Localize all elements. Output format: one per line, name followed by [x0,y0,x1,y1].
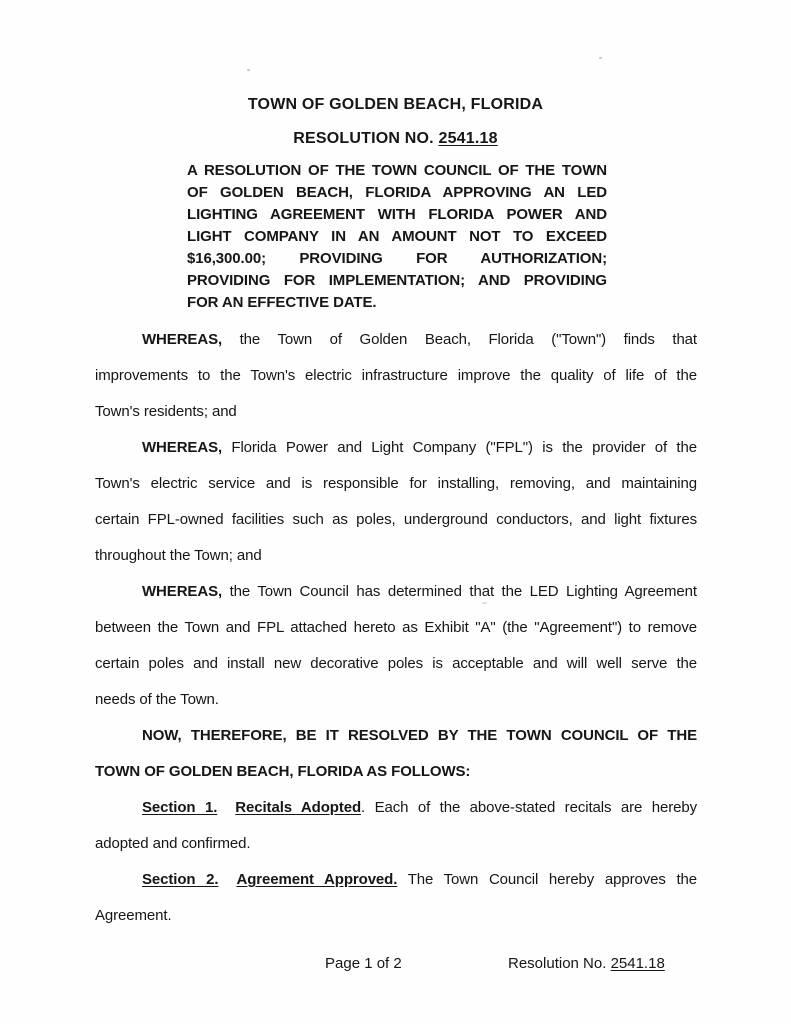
resolved-clause [95,718,697,790]
body-line [95,790,697,826]
text-segment: Agreement. [95,907,172,924]
resolution-number: 2541.18 [438,130,498,147]
text-segment: Agreement Approved. [236,871,398,888]
body-line [95,754,697,790]
footer-resolution-number: 2541.18 [610,955,665,972]
text-segment: Section 2. [142,871,219,888]
body-line [95,610,697,646]
text-segment: . Each of the above-stated recitals are hereby [361,799,697,816]
body-line [95,502,697,538]
body-line [95,394,697,430]
section-1 [95,790,697,862]
text-segment: Town's electric service and is responsible for installing, removing, and maintaining [95,475,697,492]
whereas-clause-3 [95,574,697,718]
text-segment: between the Town and FPL attached hereto as Exhibit "A" (the "Agreement") to remove [95,619,697,636]
footer-resolution-label: Resolution No. [508,955,611,972]
text-segment: Recitals Adopted [235,799,362,816]
body-line [95,538,697,574]
body-line [95,574,697,610]
caption-line: FOR AN EFFECTIVE DATE. [187,294,377,311]
caption-line: A RESOLUTION OF THE TOWN COUNCIL OF THE TOWN [187,162,607,179]
body-line [95,646,697,682]
page-indicator: Page 1 of 2 [325,955,402,972]
text-segment: WHEREAS, [142,331,223,348]
caption-line: PROVIDING FOR IMPLEMENTATION; AND PROVIDING [187,272,607,289]
body-line [95,430,697,466]
text-segment: certain poles and install new decorative poles is acceptable and will well serve the [95,655,697,672]
body-line [95,898,697,934]
resolution-number-heading [0,130,791,148]
text-segment: WHEREAS, [142,583,223,600]
body-line [95,682,697,718]
text-segment: WHEREAS, [142,439,223,456]
text-segment: Section 1. [142,799,218,816]
text-segment: adopted and confirmed. [95,835,251,852]
document-header [0,0,791,148]
section-2 [95,862,697,934]
scan-speck [599,57,602,59]
whereas-clause-2 [95,430,697,574]
caption-line: LIGHTING AGREEMENT WITH FLORIDA POWER AND [187,206,607,223]
text-segment: the Town Council has determined that the LED Lighting Agreement [222,583,697,600]
whereas-clause-1 [95,322,697,430]
text-segment: throughout the Town; and [95,547,262,564]
scan-speck [247,69,250,71]
body-line [95,466,697,502]
caption-line: OF GOLDEN BEACH, FLORIDA APPROVING AN LED [187,184,607,201]
body-line [95,322,697,358]
caption-line: LIGHT COMPANY IN AN AMOUNT NOT TO EXCEED [187,228,607,245]
caption-line: $16,300.00; PROVIDING FOR AUTHORIZATION; [187,250,607,267]
text-segment: NOW, THEREFORE, BE IT RESOLVED BY THE TOWN COUNCIL OF THE [142,727,697,744]
document-body [95,322,697,934]
text-segment: certain FPL-owned facilities such as poles, underground conductors, and light fixtures [95,511,697,528]
resolution-caption-block [187,160,607,314]
document-title: TOWN OF GOLDEN BEACH, FLORIDA [247,96,544,113]
text-segment: improvements to the Town's electric infrastructure improve the quality of life of the [95,367,697,384]
text-segment: TOWN OF GOLDEN BEACH, FLORIDA AS FOLLOWS: [95,763,471,780]
scan-speck [482,602,487,604]
body-line [95,826,697,862]
text-segment: needs of the Town. [95,691,219,708]
body-line [95,358,697,394]
resolution-number-prefix: RESOLUTION NO. [293,130,439,147]
body-line [95,862,697,898]
footer-resolution [508,955,665,972]
text-segment: the Town of Golden Beach, Florida ("Town") finds that [222,331,697,348]
text-segment: Florida Power and Light Company ("FPL") is the provider of the [222,439,697,456]
text-segment: The Town Council hereby approves the [397,871,697,888]
text-segment: Town's residents; and [95,403,237,420]
body-line [95,718,697,754]
